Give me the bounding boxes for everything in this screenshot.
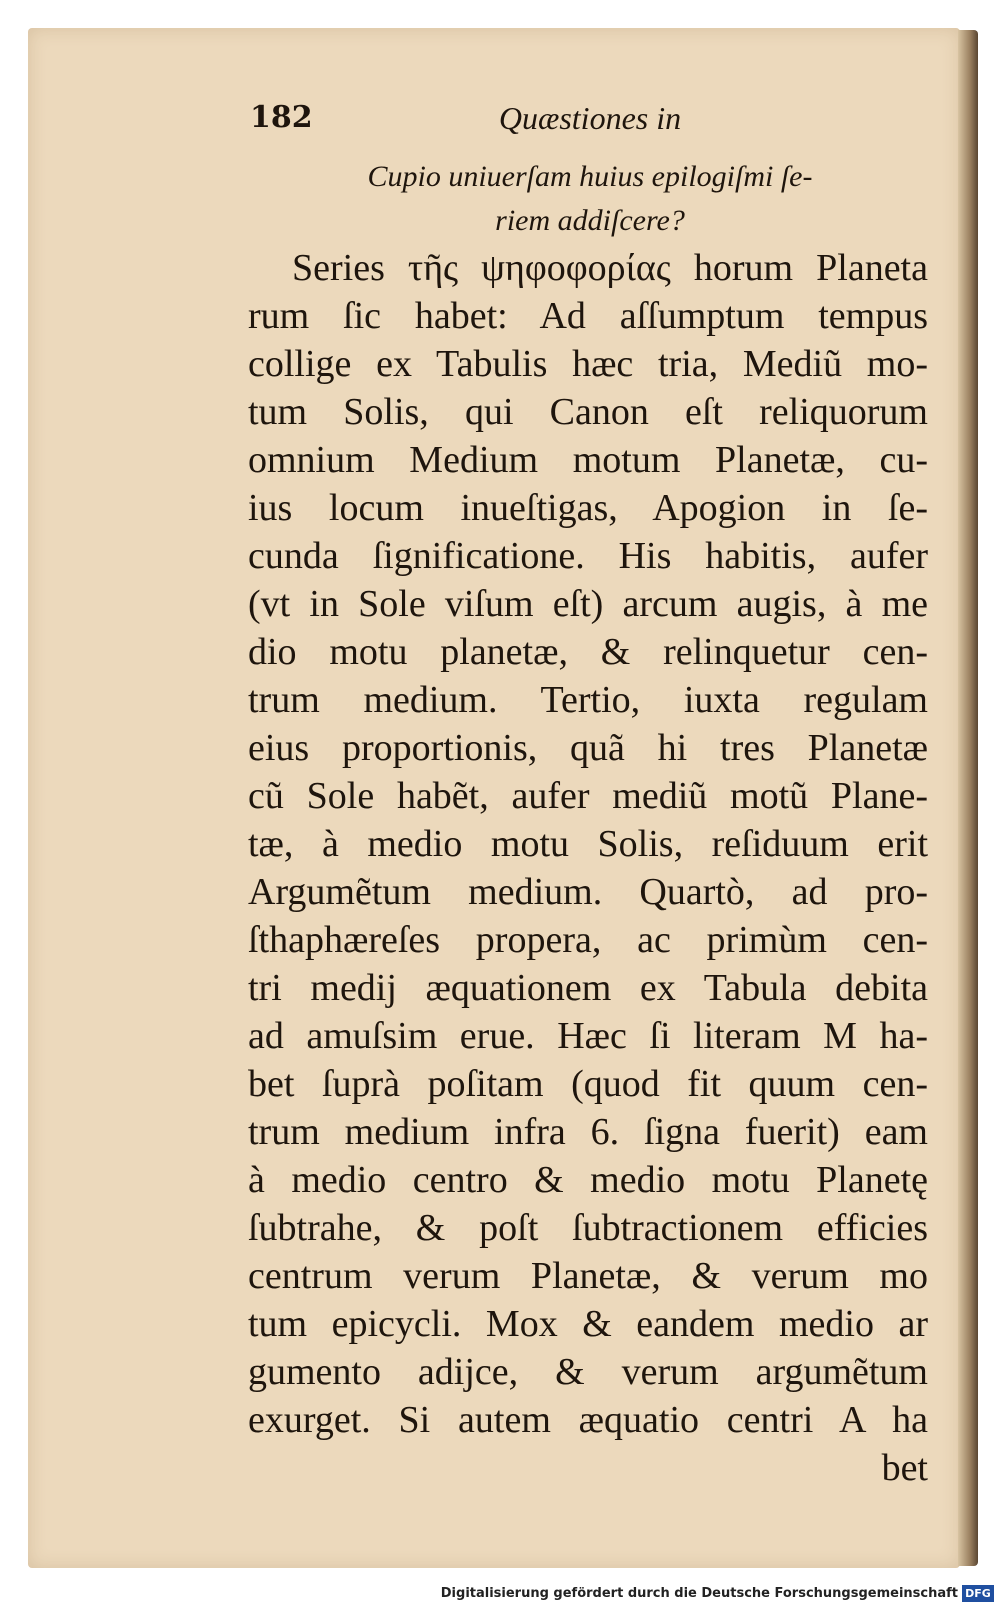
text-line: cunda ſignificatione. His habitis, aufer bbox=[248, 535, 928, 577]
text-line: ſubtrahe, & poſt ſubtractionem efficies bbox=[248, 1207, 928, 1249]
text-line: ſthaphæreſes propera, ac primùm cen- bbox=[248, 919, 928, 961]
text-line: centrum verum Planetæ, & verum mo bbox=[248, 1255, 928, 1297]
question-line: Cupio uniuerſam huius epilogiſmi ſe- bbox=[367, 160, 813, 193]
catchword: bet bbox=[881, 1447, 928, 1489]
text-line: ius locum inueſtigas, Apogion in ſe- bbox=[248, 487, 928, 529]
text-line: exurget. Si autem æquatio centri A ha bbox=[248, 1399, 928, 1441]
text-line: gumento adijce, & verum argumẽtum bbox=[248, 1351, 928, 1393]
text-line: tum epicycli. Mox & eandem medio ar bbox=[248, 1303, 928, 1345]
text-line: ad amuſsim erue. Hæc ſi literam M ha- bbox=[248, 1015, 928, 1057]
question-heading bbox=[330, 155, 850, 243]
page-edge bbox=[958, 30, 978, 1566]
text-line: omnium Medium motum Planetæ, cu- bbox=[248, 439, 928, 481]
running-head: Quæstiones in bbox=[498, 100, 682, 136]
funding-credit: Digitalisierung gefördert durch die Deutsche Forschungsgemeinschaft bbox=[440, 1586, 958, 1601]
dfg-logo-icon: DFG bbox=[962, 1585, 994, 1602]
page-number: 182 bbox=[250, 100, 313, 135]
text-line: (vt in Sole viſum eſt) arcum augis, à me bbox=[248, 583, 928, 625]
digitization-footer bbox=[0, 1582, 1000, 1607]
text-line: tum Solis, qui Canon eſt reliquorum bbox=[248, 391, 928, 433]
question-line: riem addiſcere? bbox=[495, 204, 685, 237]
page-header bbox=[250, 100, 920, 140]
text-line: tri medij æquationem ex Tabula debita bbox=[248, 967, 928, 1009]
text-line: à medio centro & medio motu Planetę bbox=[248, 1159, 928, 1201]
text-line: dio motu planetæ, & relinquetur cen- bbox=[248, 631, 928, 673]
body-text bbox=[248, 244, 928, 1492]
text-line: Argumẽtum medium. Quartò, ad pro- bbox=[248, 871, 928, 913]
text-line: Series τῆς ψηφοφορίας horum Planeta bbox=[292, 247, 928, 289]
text-line: trum medium. Tertio, iuxta regulam bbox=[248, 679, 928, 721]
text-line: rum ſic habet: Ad aſſumptum tempus bbox=[248, 295, 928, 337]
text-line: bet ſuprà poſitam (quod fit quum cen- bbox=[248, 1063, 928, 1105]
text-line: eius proportionis, quã hi tres Planetæ bbox=[248, 727, 928, 769]
text-line: tæ, à medio motu Solis, reſiduum erit bbox=[248, 823, 928, 865]
text-line: collige ex Tabulis hæc tria, Mediũ mo- bbox=[248, 343, 928, 385]
text-line: trum medium infra 6. ſigna fuerit) eam bbox=[248, 1111, 928, 1153]
text-line: cũ Sole habẽt, aufer mediũ motũ Plane- bbox=[248, 775, 928, 817]
